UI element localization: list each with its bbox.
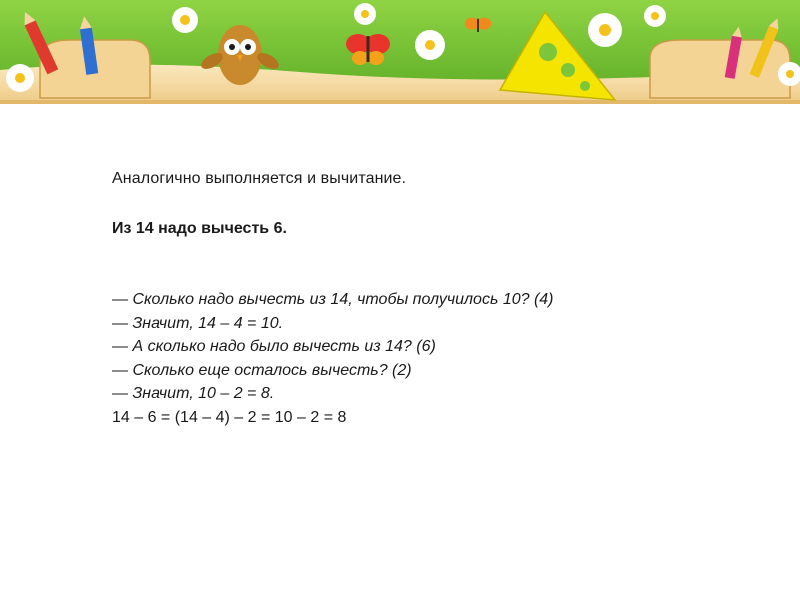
task-statement: Из 14 надо вычесть 6.	[112, 220, 287, 237]
scroll-edge	[0, 100, 800, 104]
daisy-icon	[644, 5, 666, 27]
daisy-icon	[588, 13, 622, 47]
daisy-icon	[415, 30, 445, 60]
dialog-line: — Сколько надо вычесть из 14, чтобы получилось 10? (4)	[112, 291, 554, 308]
intro-text: Аналогично выполняется и вычитание.	[112, 170, 407, 187]
dialog-line: — Сколько еще осталось вычесть? (2)	[112, 361, 412, 379]
dialog-line: — А сколько надо было вычесть из 14? (6)	[112, 338, 436, 355]
dialog-line: — Значит, 10 – 2 = 8.	[112, 385, 275, 402]
final-equation: 14 – 6 = (14 – 4) – 2 = 10 – 2 = 8	[112, 408, 347, 426]
daisy-icon	[6, 64, 34, 92]
daisy-icon	[172, 7, 198, 33]
butterfly-icon	[346, 34, 390, 65]
dialog-line: — Значит, 14 – 4 = 10.	[112, 314, 284, 332]
solution-dialog	[112, 288, 554, 429]
header-banner	[0, 0, 800, 110]
daisy-icon	[354, 3, 376, 25]
slide-content	[112, 168, 772, 426]
banner-illustration	[0, 0, 800, 110]
